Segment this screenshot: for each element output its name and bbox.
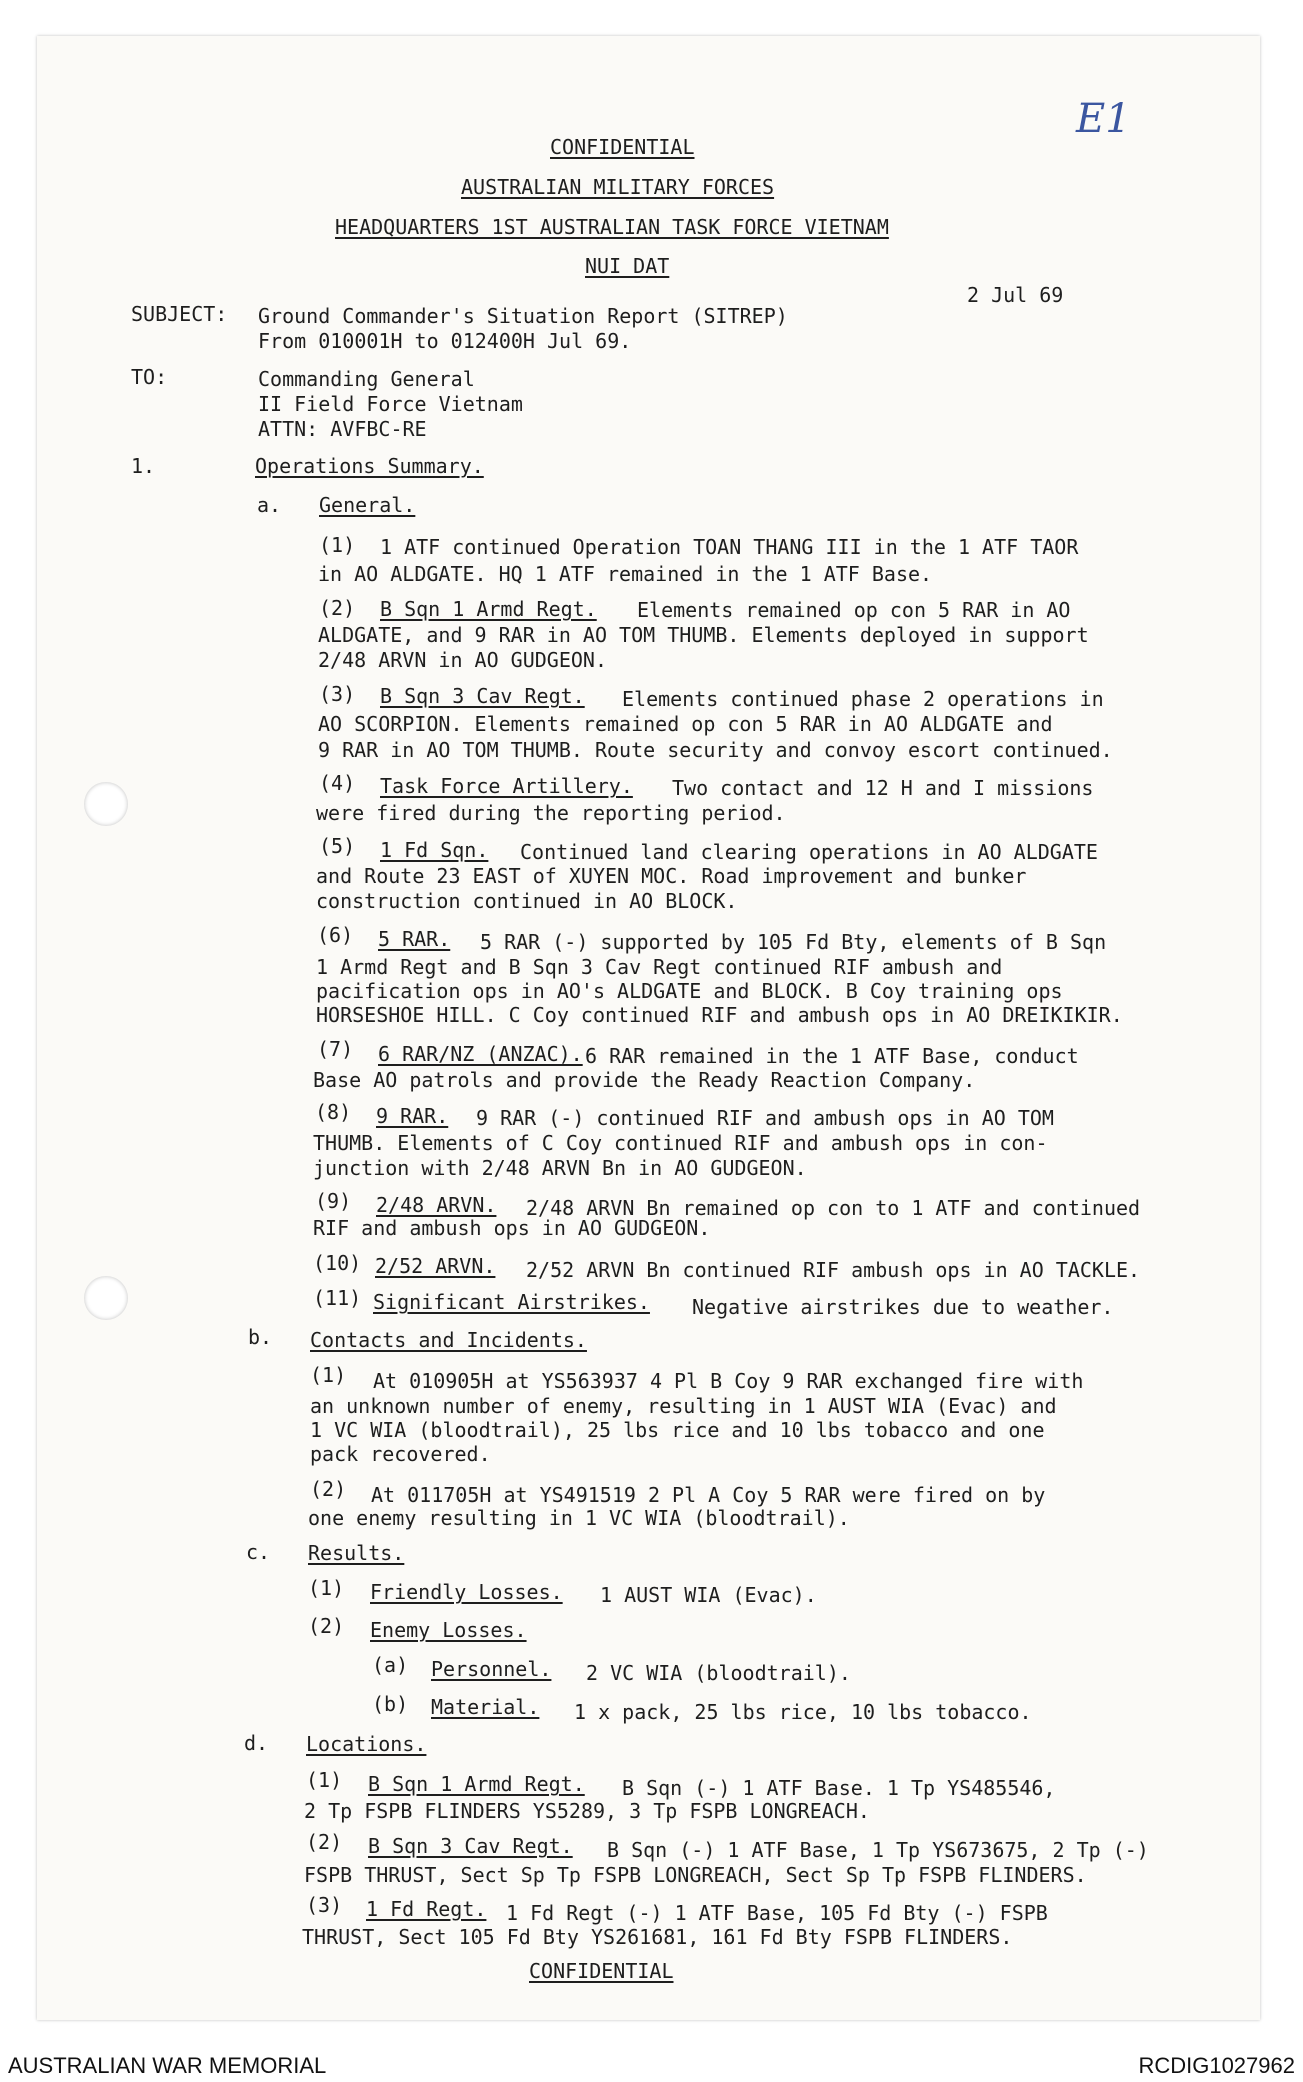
subsection-b-letter: b.	[248, 1325, 273, 1349]
paragraph-line: 2/48 ARVN Bn remained op con to 1 ATF and continued	[526, 1196, 1141, 1220]
item-heading: Enemy Losses.	[370, 1618, 527, 1642]
item-heading: 2/48 ARVN.	[376, 1193, 497, 1217]
item-number: (10)	[313, 1251, 362, 1275]
paragraph-line: 6 RAR remained in the 1 ATF Base, conduct	[585, 1044, 1079, 1068]
punch-hole-top	[84, 782, 128, 826]
item-number: (11)	[313, 1286, 362, 1310]
section-number: 1.	[131, 454, 156, 478]
item-number: (1)	[308, 1576, 345, 1600]
subject-label: SUBJECT:	[131, 302, 228, 326]
paragraph-line: were fired during the reporting period.	[316, 801, 786, 825]
item-heading: B Sqn 3 Cav Regt.	[380, 684, 585, 708]
item-number: (4)	[319, 771, 356, 795]
item-number: (9)	[315, 1189, 352, 1213]
item-heading: Material.	[431, 1695, 540, 1719]
item-number: (5)	[319, 834, 356, 858]
paragraph-line: THRUST, Sect 105 Fd Bty YS261681, 161 Fd Bty FSPB FLINDERS.	[302, 1925, 1013, 1949]
paragraph-line: in AO ALDGATE. HQ 1 ATF remained in the 1 ATF Base.	[318, 562, 933, 586]
paragraph-line: 1 ATF continued Operation TOAN THANG III in the 1 ATF TAOR	[380, 535, 1079, 559]
paragraph-line: 9 RAR (-) continued RIF and ambush ops in AO TOM	[476, 1106, 1054, 1130]
item-heading: Significant Airstrikes.	[373, 1290, 650, 1314]
paragraph-line: 1 x pack, 25 lbs rice, 10 lbs tobacco.	[574, 1700, 1032, 1724]
paragraph-line: ALDGATE, and 9 RAR in AO TOM THUMB. Elements deployed in support	[318, 623, 1089, 647]
paragraph-line: Elements remained op con 5 RAR in AO	[637, 598, 1071, 622]
paragraph-line: 2 Tp FSPB FLINDERS YS5289, 3 Tp FSPB LONGREACH.	[304, 1799, 870, 1823]
paragraph-line: Base AO patrols and provide the Ready Reaction Company.	[313, 1068, 976, 1092]
to-label: TO:	[131, 365, 168, 389]
item-heading: 1 Fd Sqn.	[380, 838, 489, 862]
paragraph-line: 1 VC WIA (bloodtrail), 25 lbs rice and 10 lbs tobacco and one	[310, 1418, 1045, 1442]
to-line-1: Commanding General	[258, 367, 475, 391]
paragraph-line: At 011705H at YS491519 2 Pl A Coy 5 RAR were fired on by	[371, 1483, 1046, 1507]
paragraph-line: 1 AUST WIA (Evac).	[600, 1583, 817, 1607]
item-number: (2)	[308, 1614, 345, 1638]
archive-name: AUSTRALIAN WAR MEMORIAL	[8, 2053, 327, 2078]
subject-line-1: Ground Commander's Situation Report (SITREP)	[258, 304, 788, 328]
header-line-3: NUI DAT	[585, 254, 670, 278]
punch-hole-bottom	[84, 1276, 128, 1320]
paragraph-line: one enemy resulting in 1 VC WIA (bloodtrail).	[308, 1506, 850, 1530]
paragraph-line: 9 RAR in AO TOM THUMB. Route security and convoy escort continued.	[318, 738, 1113, 762]
subsection-c-letter: c.	[246, 1540, 271, 1564]
paragraph-line: Two contact and 12 H and I missions	[672, 776, 1094, 800]
paragraph-line: FSPB THRUST, Sect Sp Tp FSPB LONGREACH, Sect Sp Tp FSPB FLINDERS.	[304, 1863, 1087, 1887]
item-number: (3)	[319, 682, 356, 706]
paragraph-line: 1 Fd Regt (-) 1 ATF Base, 105 Fd Bty (-) FSPB	[506, 1901, 1048, 1925]
item-number: (2)	[319, 596, 356, 620]
item-heading: B Sqn 3 Cav Regt.	[368, 1834, 573, 1858]
paragraph-line: 2/48 ARVN in AO GUDGEON.	[318, 648, 607, 672]
paragraph-line: RIF and ambush ops in AO GUDGEON.	[313, 1216, 711, 1240]
paragraph-line: 5 RAR (-) supported by 105 Fd Bty, elements of B Sqn	[480, 930, 1107, 954]
subsection-d-title: Locations.	[306, 1732, 427, 1756]
item-heading: B Sqn 1 Armd Regt.	[380, 597, 597, 621]
subject-line-2: From 010001H to 012400H Jul 69.	[258, 329, 632, 353]
paragraph-line: Continued land clearing operations in AO ALDGATE	[520, 840, 1098, 864]
paragraph-line: 1 Armd Regt and B Sqn 3 Cav Regt continued RIF ambush and	[316, 955, 1003, 979]
paragraph-line: Negative airstrikes due to weather.	[692, 1295, 1114, 1319]
item-heading: Personnel.	[431, 1657, 552, 1681]
item-number: (3)	[306, 1893, 343, 1917]
handwritten-annotation: E1	[1076, 96, 1131, 142]
paragraph-line: B Sqn (-) 1 ATF Base. 1 Tp YS485546,	[622, 1776, 1056, 1800]
paragraph-line: construction continued in AO BLOCK.	[316, 889, 738, 913]
item-number: (6)	[317, 923, 354, 947]
item-number: (1)	[310, 1363, 347, 1387]
subsection-b-title: Contacts and Incidents.	[310, 1328, 587, 1352]
classification-bottom: CONFIDENTIAL	[529, 1959, 674, 1983]
item-heading: 6 RAR/NZ (ANZAC).	[378, 1042, 583, 1066]
paragraph-line: 2 VC WIA (bloodtrail).	[586, 1661, 851, 1685]
paragraph-line: B Sqn (-) 1 ATF Base, 1 Tp YS673675, 2 Tp (-)	[607, 1838, 1149, 1862]
section-title: Operations Summary.	[255, 454, 484, 478]
item-number: (8)	[315, 1100, 352, 1124]
paragraph-line: HORSESHOE HILL. C Coy continued RIF and ambush ops in AO DREIKIKIR.	[316, 1003, 1123, 1027]
header-line-1: AUSTRALIAN MILITARY FORCES	[461, 175, 775, 199]
item-heading: 9 RAR.	[376, 1104, 449, 1128]
paragraph-line: junction with 2/48 ARVN Bn in AO GUDGEON.	[313, 1156, 807, 1180]
paragraph-line: an unknown number of enemy, resulting in 1 AUST WIA (Evac) and	[310, 1394, 1057, 1418]
to-line-3: ATTN: AVFBC-RE	[258, 417, 427, 441]
paragraph-line: Elements continued phase 2 operations in	[622, 687, 1104, 711]
subsection-c-title: Results.	[308, 1541, 405, 1565]
item-heading: 2/52 ARVN.	[375, 1254, 496, 1278]
item-heading: B Sqn 1 Armd Regt.	[368, 1772, 585, 1796]
item-number: (1)	[319, 533, 356, 557]
item-heading: 5 RAR.	[378, 927, 451, 951]
item-heading: Task Force Artillery.	[380, 774, 633, 798]
item-heading: Friendly Losses.	[370, 1580, 563, 1604]
subsection-a-title: General.	[319, 493, 416, 517]
paragraph-line: 2/52 ARVN Bn continued RIF ambush ops in AO TACKLE.	[526, 1258, 1141, 1282]
paragraph-line: At 010905H at YS563937 4 Pl B Coy 9 RAR exchanged fire with	[373, 1369, 1084, 1393]
to-line-2: II Field Force Vietnam	[258, 392, 523, 416]
item-number: (2)	[306, 1830, 343, 1854]
classification-top: CONFIDENTIAL	[550, 135, 695, 159]
document-date: 2 Jul 69	[967, 283, 1064, 307]
header-line-2: HEADQUARTERS 1ST AUSTRALIAN TASK FORCE VIETNAM	[335, 215, 889, 239]
subsection-d-letter: d.	[244, 1731, 269, 1755]
item-number: (b)	[372, 1692, 409, 1716]
subsection-a-letter: a.	[257, 493, 282, 517]
item-number: (2)	[310, 1477, 347, 1501]
paragraph-line: pacification ops in AO's ALDGATE and BLOCK. B Coy training ops	[316, 979, 1063, 1003]
paragraph-line: THUMB. Elements of C Coy continued RIF and ambush ops in con-	[313, 1131, 1048, 1155]
item-number: (7)	[317, 1037, 354, 1061]
item-number: (a)	[372, 1653, 409, 1677]
item-heading: 1 Fd Regt.	[366, 1897, 487, 1921]
archive-reference: RCDIG1027962	[1138, 2053, 1295, 2078]
paragraph-line: AO SCORPION. Elements remained op con 5 RAR in AO ALDGATE and	[318, 712, 1053, 736]
item-number: (1)	[306, 1768, 343, 1792]
paragraph-line: pack recovered.	[310, 1442, 491, 1466]
paragraph-line: and Route 23 EAST of XUYEN MOC. Road improvement and bunker	[316, 864, 1027, 888]
